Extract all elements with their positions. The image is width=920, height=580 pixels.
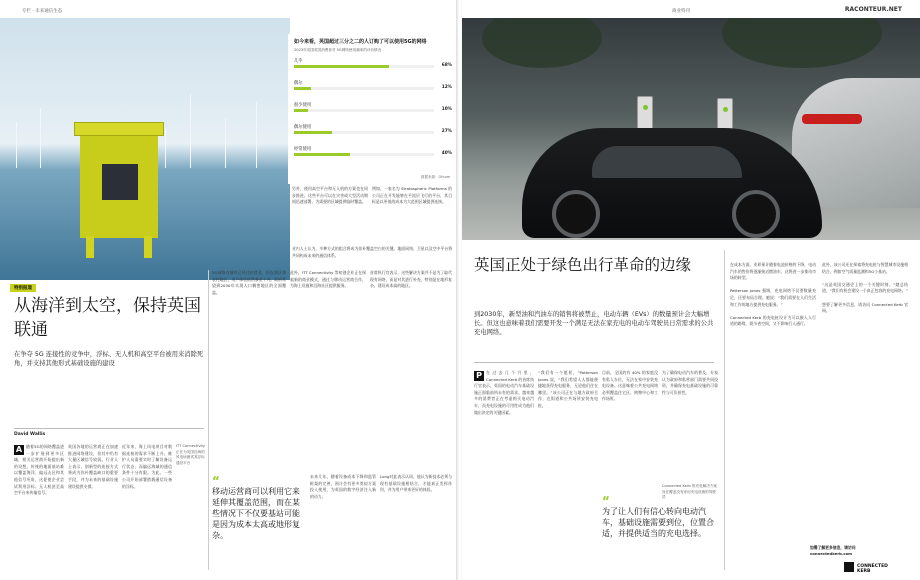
article-subheadline: 在争夺 5G 连接性的竞争中，浮标、无人机和高空平台被用来消除死角，并支持其他形式基础设施的建设 [14,351,204,367]
chart-subtitle: 2023年英国英国消费者对 5G网络使用频率的评价情况 [294,48,382,52]
quote-mark-icon: “ [602,494,610,508]
photo-caption: Connected Kerb 的充电解决方案旨在覆盖没有家用充电设施的驾驶员 [662,484,717,499]
text-column: 首席执行官表示，这些解决方案并不是为了取代现有网络，而是对其进行补充，特别是在地形复杂、建设成本高的地区。 [370,270,452,289]
text-column: 目前，全国约有 40% 的家庭没有私人车位，无法在家中安装充电设备。这意味着公共充电网络必须覆盖住宅区、购物中心和工作场所。 [602,370,658,402]
chart-bar-row [294,80,452,97]
chart-bar-label: 偶尔 [294,81,303,86]
5g-usage-chart [288,34,458,184]
car-taillight [802,114,862,124]
section-tag: 特别报道 [10,284,36,292]
buoy-logo-icon [102,164,138,200]
pull-quote: “ 移动运营商可以利用它来延伸其覆盖范围，而在某些情况下不仅要基站可能是因为成本太高或地形复杂。 [212,474,300,540]
chart-bar [294,87,311,90]
car-black [522,128,822,238]
chart-bar-value: 10% [441,107,452,112]
chart-bar-track [294,87,434,90]
drop-cap: A [15,445,23,454]
chart-title: 如今来看，英国超过三分之二的人订购了可以使用5G的网络 [294,39,427,45]
chart-bar-label: 经常使用 [294,147,312,152]
right-page [462,0,920,580]
contact-info: 如需了解更多信息，请访问 connectedkerb.com [810,545,856,556]
text-column: 5G网络在城市已经比较普及，但在郊区和农村地区，用户体验依然参差不齐。政府希望到2030年实现人口稠密地区的全面覆盖。 [212,270,286,295]
chart-bar-label: 偶尔使用 [294,125,312,130]
chart-bar [294,109,308,112]
chart-bar-value: 40% [441,151,452,156]
connected-kerb-logo: CONNECTED KERB [844,562,902,572]
article-headline: 英国正处于绿色出行革命的边缘 [474,256,692,274]
chart-bar-row [294,102,452,119]
photo-caption: ITT Connectivity 正在为英国近海的风电场测试其浮标通信平台 [176,444,206,465]
chart-bar-value: 27% [441,129,452,134]
chart-bar-label: 很少使用 [294,103,312,108]
article-headline: 从海洋到太空，保持英国联通 [14,296,201,340]
chart-bar-value: 12% [441,85,452,90]
buoy-platform [80,134,158,238]
chart-bar [294,131,332,134]
text-column: 业内人士认为，多种方式的组合将成为弥补覆盖空白的关键。地面网络、卫星以及空中平台将共同构成未来的通信体系。 [292,246,452,258]
text-column: 在成本方面，业界预计随着电池价格的下降，电动汽车的售价将逐渐接近燃油车，这将进一步推动市场的转型。 Patterson Jones 强调，充电网络不仅要数量充足，还要布局合理。她说：“我们需要在人们生活和工作的地方提供充电服务。” Connected Kerb 的充电桩设计为可以嵌入人行道的路缘，既节省空间，又不影响行人通行。 [730,262,816,327]
text-column: 未来几年，随着设备成本下降和监管框架的完善，预计会有更多类似方案投入使用，为英国的数字经济注入新的动力。 [310,474,376,499]
text-column: 另外，使用高空平台和无人机的方案也在同步推进。这些平台可以在灾害或大型活动期间迅速部署，为需要的区域提供临时覆盖。 [292,186,368,205]
offshore-buoy-photo [0,18,290,280]
left-page [0,0,458,580]
ev-charging-photo [462,18,920,240]
chart-bar [294,65,389,68]
drop-cap: P [474,371,484,381]
text-column: 此外，ITT Connectivity 等初创企业正在探索新的商业模式，通过与移动运营商合作，为海上设施和沿海社区提供服务。 [290,270,366,289]
chart-bar-row [294,58,452,75]
text-column: 此外，该公司还在探索将充电桩与智慧城市设施相结合，例如空气质量监测和5G小基站。 “这是英国交通史上的一个关键时刻，”她总结道，“我们有机会建设一个真正包容的充电网络。” 想要了解更多信息，请访问 Connected Kerb 官网。 [822,262,908,314]
site-name: RACONTEUR.NET [844,6,902,13]
chart-source: 数据来源：Ofcom [421,175,450,179]
text-column: Long对此表示认同，他认为新技术必须与现有基础设施相结合，才能真正发挥作用，并为用户带来更好的体验。 [380,474,452,493]
chart-bar-row [294,124,452,141]
text-column: P 在过去几个月里，Connected Kerb 的首席执行官表示，英国的电动汽车基础设施正面临前所未有的需求。越来越多的消费者正在考虑购买电动汽车，而充电设施的可用性成为他们做出决定的关键因素。 [474,370,534,415]
article-subheadline: 到2030年，新型油和汽油车的销售将被禁止，电动车辆（EVs）的数量预计会大幅增长。但这也意味着我们需要开发一个满足无法在家充电的电动车驾驶员日常需求的公共充电网络。 [474,311,714,336]
kerb-logo-icon [844,562,854,572]
left-page-header: 专栏 · 未来通信生态 [22,9,63,14]
text-column: 例如，一家名为 Stratospheric Platforms 的公司正在开发能够在平流层飞行的平台，其目标是以更低的成本为大范围区域提供连接。 [372,186,452,205]
quote-mark-icon: “ [212,474,220,488]
text-column: 为了确保电动汽车的普及，专家认为政府和私营部门需要共同投资，并确保充电基础设施的可靠性与可负担性。 [662,370,718,395]
right-page-header: 商业特刊 [672,9,690,14]
text-column: A 随着5G的网络覆盖进一步扩展到更多区域，相关运营商开始提出新的设想。传统的地面基站难以覆盖海洋、偏远山区和其他信号死角，这促使企业尝试利用浮标、无人机甚至高空平台来传输信号。 [14,444,64,496]
chart-bar-value: 68% [441,63,452,68]
text-column: “我们有一个愿景，”Patterson Jones 说，“我们希望人人都能便捷地获得充电服务，无论他们住在哪里。”该公司正在与地方政府合作，在街道和公共场所安装充电桩。 [538,370,598,408]
chart-bar-row [294,146,452,163]
chart-bar [294,153,350,156]
chart-bar-label: 几乎 [294,59,303,64]
chart-bar-track [294,109,434,112]
author-byline: David Wallis [14,432,46,437]
pull-quote: “ 为了让人们有信心转向电动汽车，基础设施需要到位，位置合适，并提供适当的充电选择。 [602,496,718,539]
text-column: 近年来，海上风电项目对数据连接的需求不断上升。维护人员需要实时了解设备运行状态，而偏远海域的通信条件十分有限。为此，一些公司开始部署搭载通信设备的浮标。 [122,444,172,489]
text-column: 英国各地的运营商正在加速推进网络建设，但其中仍有大量区域信号较弱。行业人士表示，创新型的连接方式将成为弥补覆盖缺口的重要手段，并为未来的基础设施建设提供支撑。 [68,444,118,489]
